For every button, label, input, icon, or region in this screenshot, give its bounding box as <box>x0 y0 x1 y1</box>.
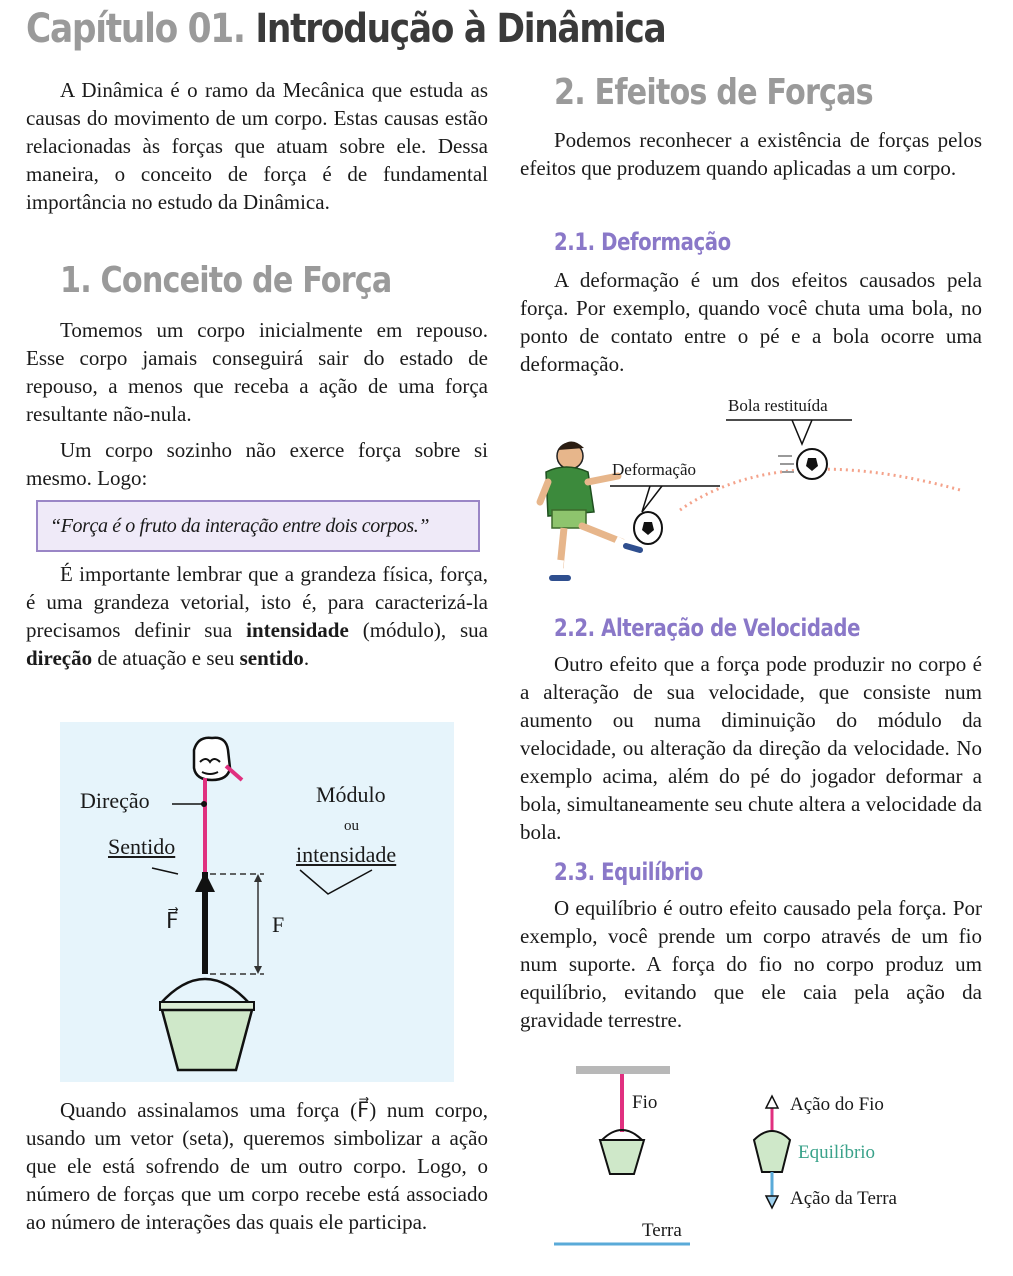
section-2-paragraph: Podemos reconhecer a existência de forças pelos efeitos que produzem quando aplicadas a um corpo. <box>520 128 982 180</box>
string-action-label: Ação do Fio <box>790 1094 884 1115</box>
chapter-name: Introdução à Dinâmica <box>255 6 666 52</box>
force-vector-figure <box>60 722 454 1082</box>
deformed-ball-icon <box>634 512 662 544</box>
hanging-bucket-icon <box>600 1130 644 1174</box>
hand-icon <box>194 738 230 780</box>
subsection-2-3-heading: 2.3. Equilíbrio <box>554 858 703 886</box>
earth-label: Terra <box>642 1220 682 1241</box>
string-label: Fio <box>632 1092 658 1113</box>
sense-label: Sentido <box>108 834 176 859</box>
subsection-2-2-paragraph: Outro efeito que a força pode produzir no corpo é a alteração de sua velocidade, que consiste num aumento ou numa diminuição do módulo da velocidade, ou alteração da direção da velocidade. No exemplo acima, além do pé do jogador deformar a bola, simultaneamente seu chute altera a velocidade da bola. <box>520 652 982 844</box>
module-label: Módulo <box>316 782 386 807</box>
kick-illustration <box>530 390 980 600</box>
section-1-heading: 1. Conceito de Força <box>60 260 392 301</box>
section-1-paragraph-3: É importante lembrar que a grandeza física, força, é uma grandeza vetorial, isto é, para caracterizá-la precisamos definir sua intensidade (módulo), sua direção de atuação e seu sentido. <box>26 562 488 670</box>
restored-ball-icon <box>778 449 827 479</box>
up-arrow-icon <box>766 1096 778 1108</box>
chapter-title <box>26 6 665 52</box>
section-1-paragraph-2: Um corpo sozinho não exerce força sobre si mesmo. Logo: <box>26 438 488 490</box>
subsection-2-1-paragraph: A deformação é um dos efeitos causados pela força. Por exemplo, quando você chuta uma bola, no ponto de contato entre o pé e a bola ocorre uma deformação. <box>520 268 982 376</box>
intensity-label: intensidade <box>296 842 397 867</box>
deformation-label: Deformação <box>612 460 697 479</box>
direction-label: Direção <box>80 788 150 813</box>
section-1-paragraph-4: Quando assinalamos uma força (F⃗) num corpo, usando um vetor (seta), queremos simbolizar a ação que ele está sofrendo de um outro corpo. Logo, o número de forças que um corpo recebe está associado ao número de interações das quais ele participa. <box>26 1098 488 1234</box>
equilibrium-illustration <box>550 1062 970 1262</box>
intro-paragraph: A Dinâmica é o ramo da Mecânica que estuda as causas do movimento de um corpo. Estas causas estão relacionadas às forças que atuam sobre ele. Dessa maneira, o conceito de força é de fundamental importância no estudo da Dinâmica. <box>26 78 488 214</box>
definition-quote-box: “Força é o fruto da interação entre dois corpos.” <box>36 500 480 552</box>
force-vector-illustration <box>60 722 454 1082</box>
section-2-heading: 2. Efeitos de Forças <box>554 72 873 113</box>
earth-action-label: Ação da Terra <box>790 1188 897 1209</box>
down-arrow-icon <box>766 1196 778 1208</box>
equilibrium-figure <box>550 1062 970 1262</box>
or-label: ou <box>344 818 359 834</box>
kick-figure <box>530 390 980 600</box>
subsection-2-2-heading: 2.2. Alteração de Velocidade <box>554 614 861 642</box>
bucket-icon <box>160 979 254 1070</box>
equilibrium-label: Equilíbrio <box>798 1142 876 1163</box>
vector-f-label: F⃗ <box>166 908 179 933</box>
subsection-2-3-paragraph: O equilíbrio é outro efeito causado pela força. Por exemplo, você prende um corpo através de um fio num suporte. A força do fio no corpo produz um equilíbrio, evitando que ele caia pela ação da gravidade terrestre. <box>520 896 982 1032</box>
restored-ball-label: Bola restituída <box>728 396 828 415</box>
magnitude-f-label: F <box>272 912 285 937</box>
support-bar <box>576 1066 670 1074</box>
chapter-number: Capítulo 01. <box>26 6 245 52</box>
section-1-paragraph-1: Tomemos um corpo inicialmente em repouso. Esse corpo jamais conseguirá sair do estado de repouso, a menos que receba a ação de uma força resultante não-nula. <box>26 318 488 426</box>
subsection-2-1-heading: 2.1. Deformação <box>554 228 731 256</box>
